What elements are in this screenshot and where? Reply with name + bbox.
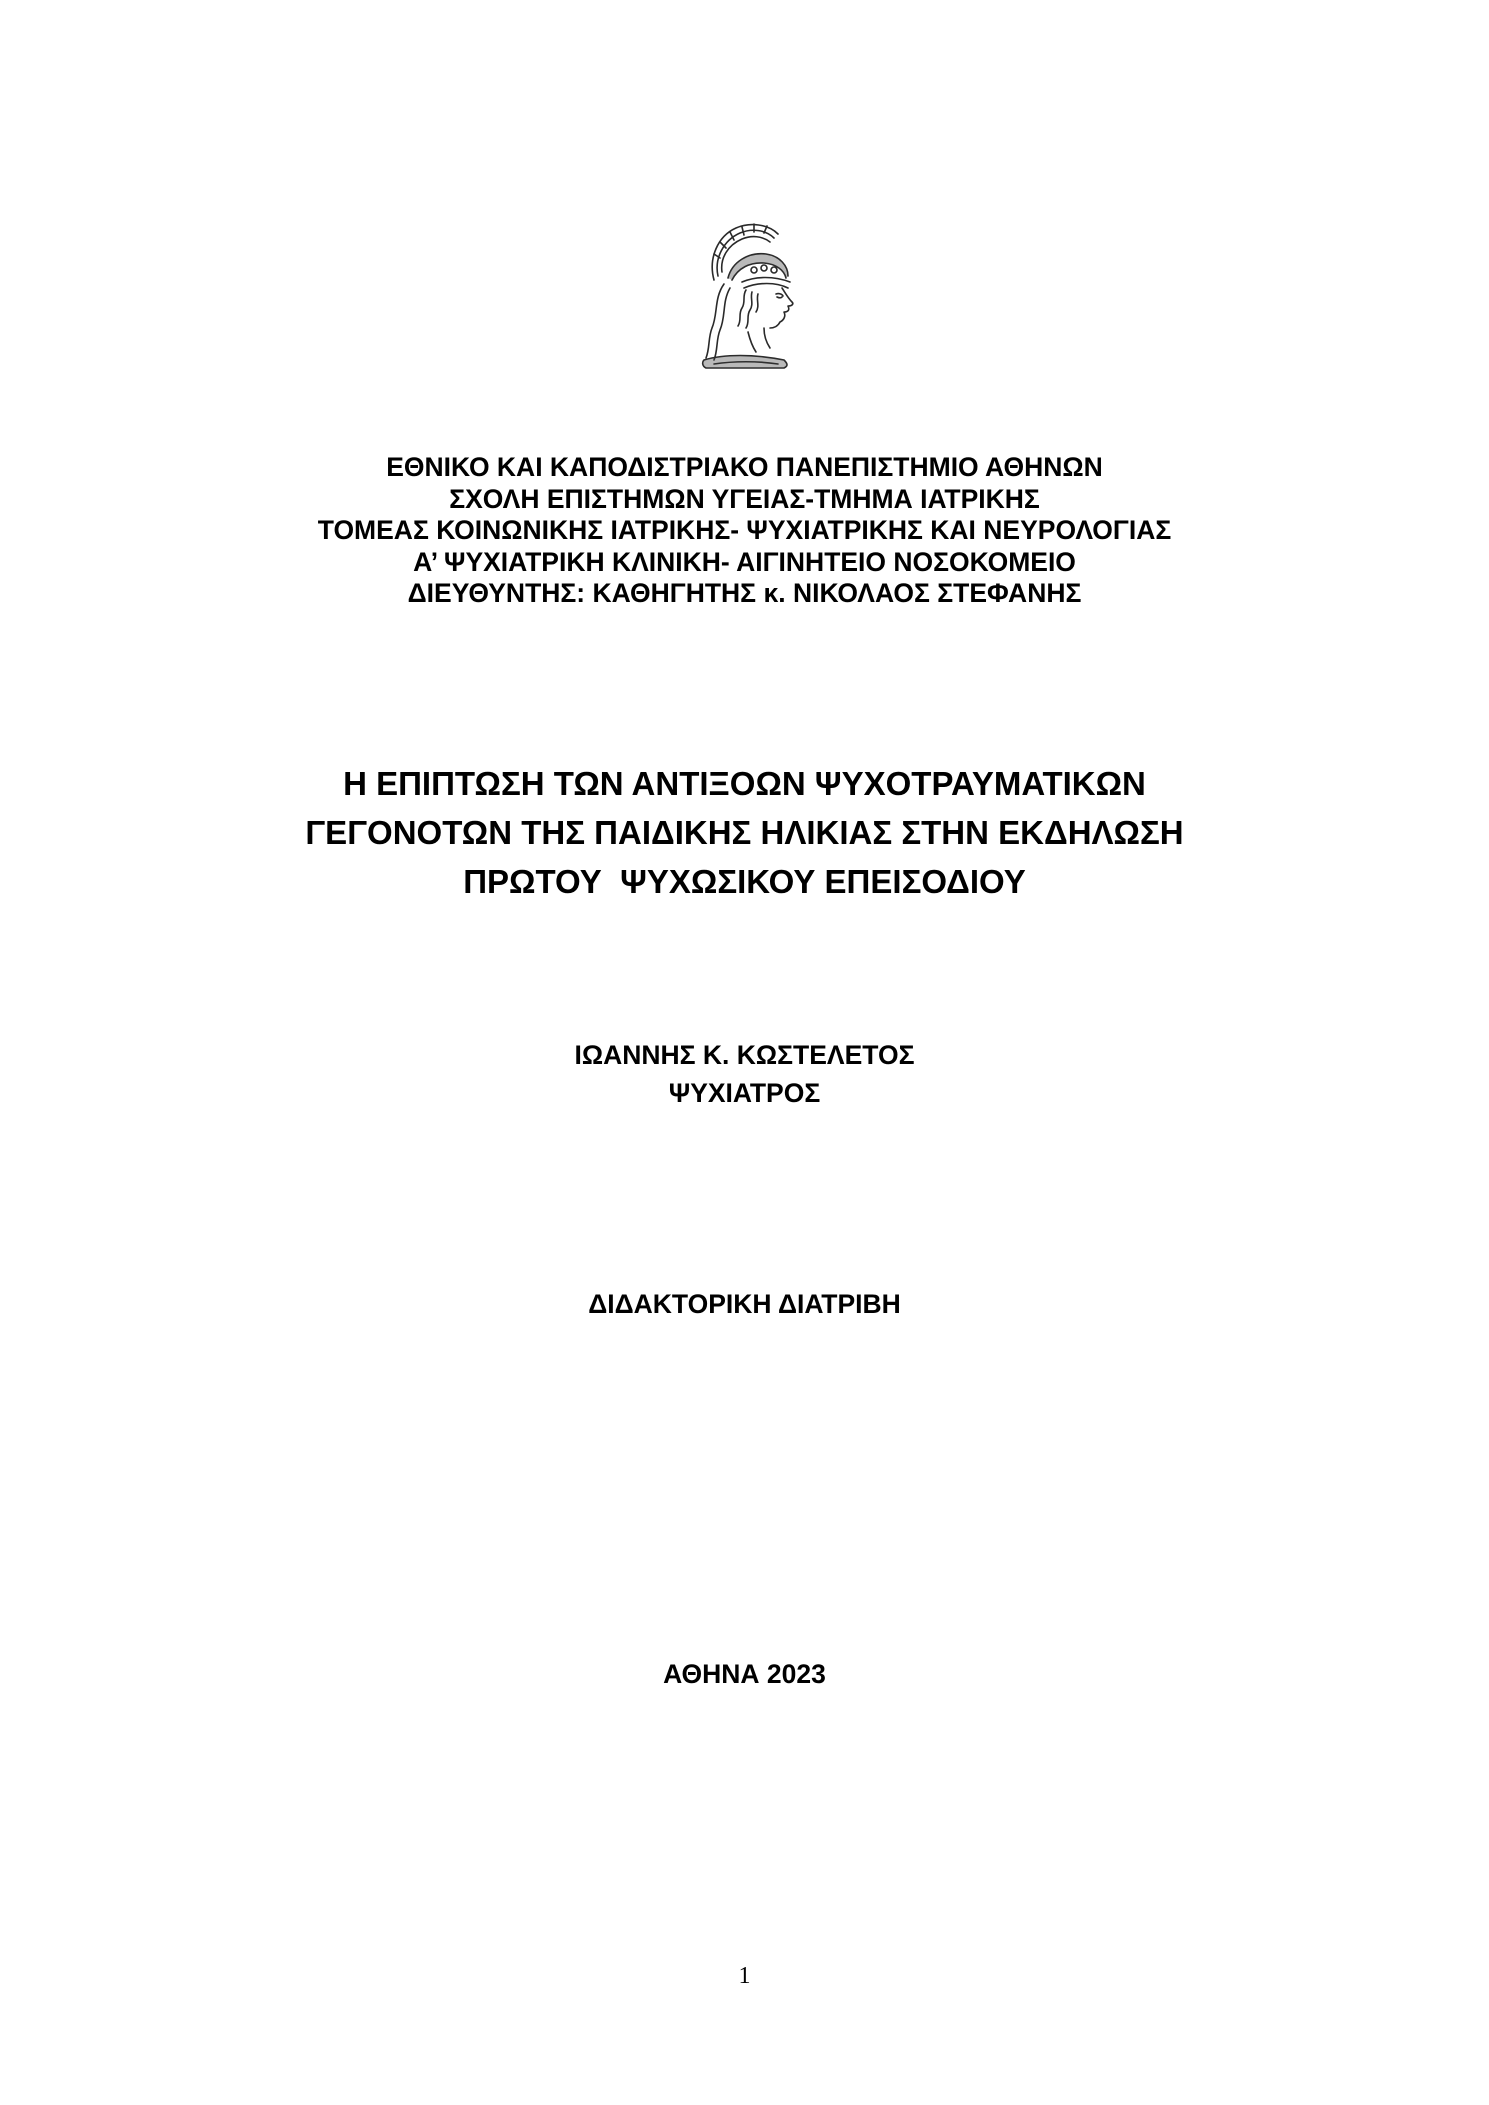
document-type: ΔΙΔΑΚΤΟΡΙΚΗ ΔΙΑΤΡΙΒΗ (588, 1289, 901, 1319)
page-number: 1 (738, 1963, 751, 1989)
institution-line: ΔΙΕΥΘΥΝΤΗΣ: ΚΑΘΗΓΗΤΗΣ κ. ΝΙΚΟΛΑΟΣ ΣΤΕΦΑΝΗΣ (407, 578, 1082, 608)
institution-line: ΕΘΝΙΚΟ ΚΑΙ ΚΑΠΟΔΙΣΤΡΙΑΚΟ ΠΑΝΕΠΙΣΤΗΜΙΟ ΑΘΗΝΩΝ (386, 452, 1103, 482)
author-name: ΙΩΑΝΝΗΣ Κ. ΚΩΣΤΕΛΕΤΟΣ (574, 1040, 915, 1070)
thesis-title-line: ΠΡΩΤΟΥ ΨΥΧΩΣΙΚΟΥ ΕΠΕΙΣΟΔΙΟΥ (463, 863, 1026, 900)
place-year: ΑΘΗΝΑ 2023 (663, 1659, 826, 1689)
institution-line: Α’ ΨΥΧΙΑΤΡΙΚΗ ΚΛΙΝΙΚΗ- ΑΙΓΙΝΗΤΕΙΟ ΝΟΣΟΚΟΜΕΙΟ (413, 546, 1076, 577)
author-role: ΨΥΧΙΑΤΡΟΣ (668, 1078, 821, 1108)
thesis-title-line: Η ΕΠΙΠΤΩΣΗ ΤΩΝ ΑΝΤΙΞΟΩΝ ΨΥΧΟΤΡΑΥΜΑΤΙΚΩΝ (343, 765, 1146, 802)
institution-line: ΣΧΟΛΗ ΕΠΙΣΤΗΜΩΝ ΥΓΕΙΑΣ-ΤΜΗΜΑ ΙΑΤΡΙΚΗΣ (449, 483, 1040, 514)
thesis-title-line: ΓΕΓΟΝΟΤΩΝ ΤΗΣ ΠΑΙΔΙΚΗΣ ΗΛΙΚΙΑΣ ΣΤΗΝ ΕΚΔΗΛΩΣΗ (305, 814, 1184, 851)
athena-helmet-emblem-icon (684, 218, 808, 370)
institution-line: ΤΟΜΕΑΣ ΚΟΙΝΩΝΙΚΗΣ ΙΑΤΡΙΚΗΣ- ΨΥΧΙΑΤΡΙΚΗΣ ΚΑΙ ΝΕΥΡΟΛΟΓΙΑΣ (317, 515, 1172, 545)
thesis-title (0, 759, 1489, 906)
author-block (0, 1036, 1489, 1112)
institution-header (0, 452, 1489, 610)
